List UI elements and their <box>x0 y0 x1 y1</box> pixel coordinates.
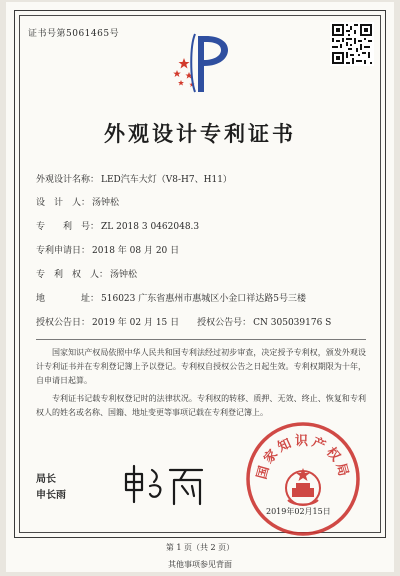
signature-icon <box>118 460 208 510</box>
patentee-row <box>36 267 137 280</box>
official-seal-icon <box>244 420 362 538</box>
filing-date-value: 2018 年 08 月 20 日 <box>92 246 180 256</box>
grant-number-label: 授权公告号： <box>197 318 252 328</box>
bottom-note: 其他事项参见背面 <box>168 560 232 569</box>
grant-number-value: CN 305039176 S <box>253 318 332 328</box>
grant-date-label: 授权公告日： <box>36 318 91 328</box>
design-name-row <box>36 172 232 185</box>
qr-code-icon <box>330 22 374 66</box>
filing-date-row <box>36 243 179 256</box>
designer-label: 设 计 人： <box>36 198 91 208</box>
patent-number-row <box>36 219 199 232</box>
signatory-title: 局长 <box>36 474 56 485</box>
filing-date-label: 专利申请日： <box>36 246 91 256</box>
patentee-value: 汤钟松 <box>110 270 138 280</box>
seal-text: 国家知识产权局 <box>254 434 352 481</box>
certificate-page <box>6 2 394 572</box>
patentee-label: 专 利 权 人： <box>36 270 109 280</box>
patent-number-label: 专 利 号： <box>36 222 100 232</box>
body-paragraph-1: 国家知识产权局依照中华人民共和国专利法经过初步审查，决定授予专利权，颁发外观设计专利证书并在专利登记簿上予以登记。专利权自授权公告之日起生效。专利权期限为十年，自申请日起算。 <box>36 348 366 385</box>
cnipa-logo-icon <box>168 30 234 96</box>
signatory-name: 申长雨 <box>36 490 66 501</box>
patent-number-value: ZL 2018 3 0462048.3 <box>101 222 200 232</box>
designer-value: 汤钟松 <box>92 198 120 208</box>
design-name-value: LED汽车大灯（V8-H7、H11） <box>101 175 232 185</box>
certificate-number: 证书号第5061465号 <box>28 29 120 39</box>
page-number: 第 1 页（共 2 页） <box>165 543 235 552</box>
address-value: 516023 广东省惠州市惠城区小金口祥达路5号三楼 <box>101 294 306 304</box>
national-emblem-icon <box>286 468 320 505</box>
divider <box>36 339 366 340</box>
grant-info-row <box>36 315 331 328</box>
address-row <box>36 291 306 304</box>
design-name-label: 外观设计名称： <box>36 175 100 185</box>
designer-row <box>36 195 119 208</box>
body-paragraph-2: 专利证书记载专利权登记时的法律状况。专利权的转移、质押、无效、终止、恢复和专利权人的姓名或名称、国籍、地址变更等事项记载在专利登记簿上。 <box>36 394 366 417</box>
seal-date: 2019年02月15日 <box>266 507 331 516</box>
grant-date-value: 2019 年 02 月 15 日 <box>92 318 180 328</box>
document-title: 外观设计专利证书 <box>104 121 296 146</box>
address-label: 地 址： <box>36 294 100 304</box>
